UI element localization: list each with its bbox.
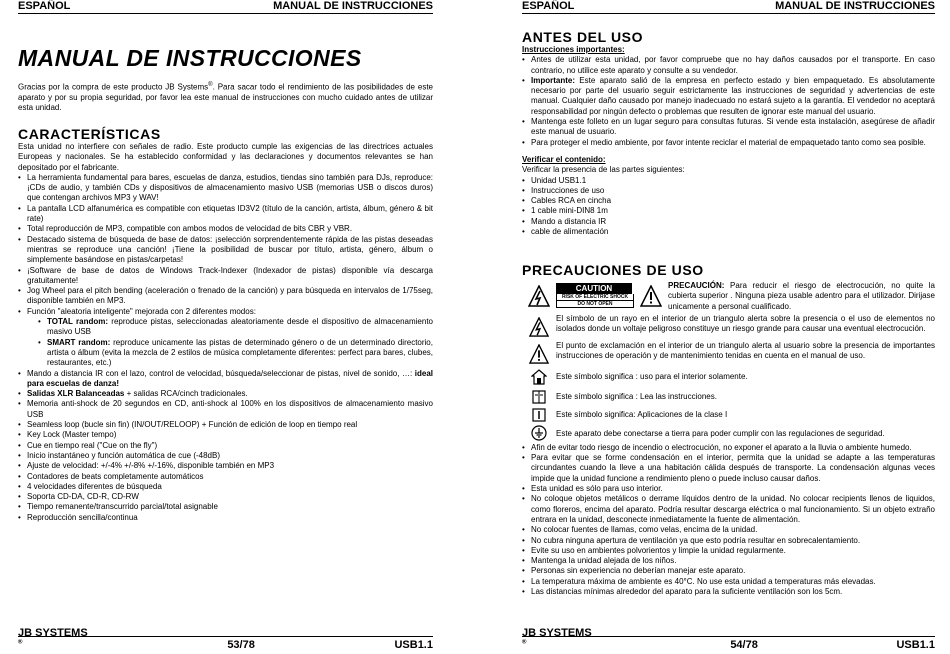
list-item: • La temperatura máxima de ambiente es 40°C. No use esta unidad a temperaturas más elevadas. [522, 577, 935, 587]
page-header [522, 0, 935, 14]
important-label: Instrucciones importantes: [522, 45, 625, 54]
left-page [18, 0, 433, 654]
list-item: • La pantalla LCD alfanumérica es compatible con etiquetas ID3V2 (título de la canción, artista, álbum, género & bit rate) [18, 204, 433, 225]
footer-model: USB1.1 [394, 639, 433, 651]
list-item: • Instrucciones de uso [522, 186, 935, 196]
contents-intro: Verificar la presencia de las partes siguientes: [522, 165, 685, 175]
page-header [18, 0, 433, 14]
list-item: • 4 velocidades diferentes de búsqueda [18, 482, 433, 492]
header-title: MANUAL DE INSTRUCCIONES [273, 0, 433, 12]
features-list [18, 173, 433, 523]
lightning-triangle-icon [522, 314, 556, 337]
ground-description: Este aparato debe conectarse a tierra para poder cumplir con las regulaciones de seguridad. [556, 428, 885, 438]
list-item: • Contadores de beats completamente automáticos [18, 472, 433, 482]
random-modes-list [27, 317, 433, 368]
contents-list [522, 176, 935, 238]
main-title: MANUAL DE INSTRUCCIONES [18, 45, 362, 71]
list-item: • Afin de evitar todo riesgo de incendio o electrocución, no exponer el aparato a la lluvia o ambiente humedo. [522, 443, 935, 453]
list-item: • No cubra ninguna apertura de ventilación ya que esto podría resultar en sobrecalentamiento. [522, 536, 935, 546]
list-item: • Seamless loop (bucle sin fin) (IN/OUT/RELOOP) + Función de edición de loop en tiempo real [18, 420, 433, 430]
list-item: • Inicio instantáneo y función automática de cue (-48dB) [18, 451, 433, 461]
list-item: • Evite su uso en ambientes polvorientos y limpie la unidad regularmente. [522, 546, 935, 556]
feature-xlr-bold: Salidas XLR Balanceadas [27, 389, 125, 399]
list-item: • Las distancias mínimas alrededor del aparato para la suficiente ventilación son los 5cm. [522, 587, 935, 597]
list-item: • La herramienta fundamental para bares, escuelas de danza, estudios, tiendas sino también para DJs, reproduce: ¡CDs de audio, y también CDs y dispositivos de almacenamiento masivo USB (memorias USB o discos duros) que contengan archivos MP3 y WAV! [18, 173, 433, 204]
precautions-section [522, 262, 935, 597]
list-item: • ¡Software de base de datos de Windows Track-Indexer (Indexador de pistas) disponible vía descarga gratuitamente! [18, 266, 433, 287]
header-language: ESPAÑOL [18, 0, 71, 12]
list-item: • Para evitar que se forme condensación en el interior, permita que la unidad se adapte a las temperaturas circundantes cuando la lleve a una habitación cálida después de transporte. La condensación algunas veces impide que la unidad funcione a rendimiento pleno o puede incluso causar daños. [522, 453, 935, 484]
lightning-triangle-icon [522, 281, 556, 307]
features-intro: Esta unidad no interfiere con señales de radio. Este producto cumple las exigencias de las directrices actuales Europeas y nacionales. Se ha establecido conformidad y las declaraciones y documentos relevantes se han depositado por el fabricante. [18, 142, 433, 172]
list-item: • cable de alimentación [522, 227, 935, 237]
list-item: • Jog Wheel para el pitch bending (aceleración o frenado de la canción) y para búsqueda en intervalos de 1/75seg, disponible también en MP3. [18, 286, 433, 307]
list-item: • Memoria anti-shock de 20 segundos en CD, anti-shock al 100% en los dispositivos de almacenamiento masivo USB [18, 399, 433, 420]
read-row [522, 389, 935, 405]
class-description: Este símbolo significa: Aplicaciones de la clase I [556, 409, 728, 419]
header-language: ESPAÑOL [522, 0, 575, 12]
list-item: • Unidad USB1.1 [522, 176, 935, 186]
list-item: • Total reproducción de MP3, compatible con ambos modos de velocidad de bits CBR y VBR. [18, 224, 433, 234]
footer-page-number: 54/78 [730, 639, 758, 651]
intro-paragraph: Gracias por la compra de este producto JB Systems®. Para sacar todo el rendimiento de las posibilidades de este aparato y por su propia seguridad, por favor lea este manual de instrucciones con mucho cuidado antes de utilizar esta unidad. [18, 82, 434, 113]
class-row [522, 408, 935, 422]
exclamation-row [522, 341, 935, 364]
list-item: • Destacado sistema de búsqueda de base de datos: ¡selección sorprendentemente rápida de las pistas deseadas mientras se reproduce una canción! ¡Tiene la posibilidad de buscar por título, artista, género, álbum o simplemente basándose en pistas/carpetas! [18, 235, 433, 266]
list-item: • 1 cable mini-DIN8 1m [522, 206, 935, 216]
list-item: • Esta unidad es sólo para uso interior. [522, 484, 935, 494]
mode-name: TOTAL random: [47, 317, 109, 327]
page-footer [18, 627, 433, 651]
class-one-icon [522, 408, 556, 422]
warnings-list [522, 443, 935, 597]
feature-remote: Mando a distancia IR con el lazo, control de velocidad, búsqueda/seleccionar de pistas, nivel de sonido, …: [27, 368, 413, 378]
list-item: • Mando a distancia IR [522, 217, 935, 227]
list-item: • Reproducción sencilla/continua [18, 513, 433, 523]
list-item: • Personas sin experiencia no deberían manejar este aparato. [522, 566, 935, 576]
mode-text: reproduce pistas, seleccionadas aleatoriamente desde el dispositivo de almacenamiento masivo USB [47, 317, 433, 337]
contents-label: Verificar el contenido: [522, 154, 606, 164]
list-item: • Key Lock (Master tempo) [18, 430, 433, 440]
random-intro: Función "aleatoria inteligente" mejorada con 2 diferentes modos: [27, 306, 256, 316]
list-item: • Importante: Este aparato salió de la empresa en perfecto estado y bien empaquetado. Es absolutamente necesario por parte del usuario seguir estrictamente las instrucciones de seguridad y advertencias de este manual. Cualquier daño causado por manejo inadecuado no estará sujeto a la garantía. El vendedor no aceptará responsabilidad por ningún defecto o problemas que resulten de ignorar este manual del usuario. [522, 76, 935, 117]
list-item [18, 369, 433, 390]
mode-text: reproduce unicamente las pistas de determinado género o de un determinado directorio, artista o álbum (evita la mezcla de 2 estilos de música completamente diferentes: perfect para bares, clubes, restaurantes, etc.) [47, 337, 433, 368]
indoor-row [522, 369, 935, 385]
list-item [38, 338, 433, 369]
page-footer [522, 627, 935, 651]
list-item: • Mantenga la unidad alejada de los niños. [522, 556, 935, 566]
exclamation-triangle-icon [636, 281, 666, 307]
list-item: • Tiempo remanente/transcurrido parcial/total asignable [18, 502, 433, 512]
list-item: • Para proteger el medio ambiente, por favor intente reciclar el material de empaquetado tanto como sea posible. [522, 138, 935, 148]
features-heading: CARACTERÍSTICAS [18, 126, 161, 142]
left-body [18, 80, 433, 114]
exclamation-triangle-icon [522, 341, 556, 364]
header-title: MANUAL DE INSTRUCCIONES [775, 0, 935, 12]
list-item: • Cables RCA en cincha [522, 196, 935, 206]
caution-label-box: CAUTION RISK OF ELECTRIC SHOCK DO NOT OPEN [556, 281, 636, 308]
read-description: Este símbolo significa : Lea las instrucciones. [556, 391, 717, 401]
list-item: • Ajuste de velocidad: +/-4% +/-8% +/-16%, disponible también en MP3 [18, 461, 433, 471]
footer-page-number: 53/78 [227, 639, 255, 651]
mode-name: SMART random: [47, 337, 111, 347]
indoor-description: Este símbolo significa : uso para el interior solamente. [556, 371, 748, 381]
before-use-section [522, 29, 935, 237]
exclamation-description: El punto de exclamación en el interior de un triangulo alerta al usuario sobre la presencia de importantes instrucciones de operación y de mantenimiento tenidas en cuenta en el manual de uso. [556, 340, 935, 361]
caution-row [522, 281, 935, 312]
list-item: • Mantenga este folleto en un lugar seguro para consultas futuras. Si vende esta instalación, asegúrese de añadir este manual de usuario. [522, 117, 935, 138]
important-list [522, 55, 935, 148]
lightning-description: El símbolo de un rayo en el interior de un triangulo alerta sobre la presencia o el uso de elementos no isolados donde un voltaje peligroso constituye un riesgo grande para causar una eventual electrocución. [556, 313, 935, 334]
ground-row [522, 425, 935, 441]
before-use-heading: ANTES DEL USO [522, 29, 644, 45]
footer-brand: JB SYSTEMS ® [522, 627, 592, 646]
list-item: • Antes de utilizar esta unidad, por favor compruebe que no hay daños causados por el transporte. En caso contrario, no utilice este aparato y consulte a su vendedor. [522, 55, 935, 76]
list-item [18, 389, 433, 399]
list-item [18, 307, 433, 369]
right-page [522, 0, 935, 654]
footer-brand: JB SYSTEMS ® [18, 627, 88, 646]
footer-model: USB1.1 [896, 639, 935, 651]
house-icon [522, 369, 556, 385]
list-item [38, 317, 433, 338]
features-section [18, 126, 433, 523]
feature-xlr-rest: + salidas RCA/cinch tradicionales. [124, 389, 248, 399]
list-item: • Soporta CD-DA, CD-R, CD-RW [18, 492, 433, 502]
precaution-text: PRECAUCIÓN: Para reducir el riesgo de electrocución, no quite la cubierta superior . Ninguna pieza usable adentro para el utilizador. Dirijase unicamente a personal cualificado. [668, 281, 935, 311]
feature-remote-bold: ideal para escuelas de danza! [27, 368, 433, 388]
ground-icon [522, 425, 556, 441]
list-item: • No colocar fuentes de llamas, como velas, encima de la unidad. [522, 525, 935, 535]
list-item: • Cue en tiempo real ("Cue on the fly") [18, 441, 433, 451]
lightning-row [522, 314, 935, 337]
precautions-heading: PRECAUCIONES DE USO [522, 262, 704, 278]
book-icon [522, 389, 556, 405]
list-item: • No coloque objetos metálicos o derrame líquidos dentro de la unidad. No colocar recipients llenos de liquidos, como floreros, encima del aparato. Podría resultar descarga eléctrica o mal funcionamiento. Si un objeto extraño entrara en la unidad, desconecte inmediatamente la fuente de alimentación. [522, 494, 935, 525]
